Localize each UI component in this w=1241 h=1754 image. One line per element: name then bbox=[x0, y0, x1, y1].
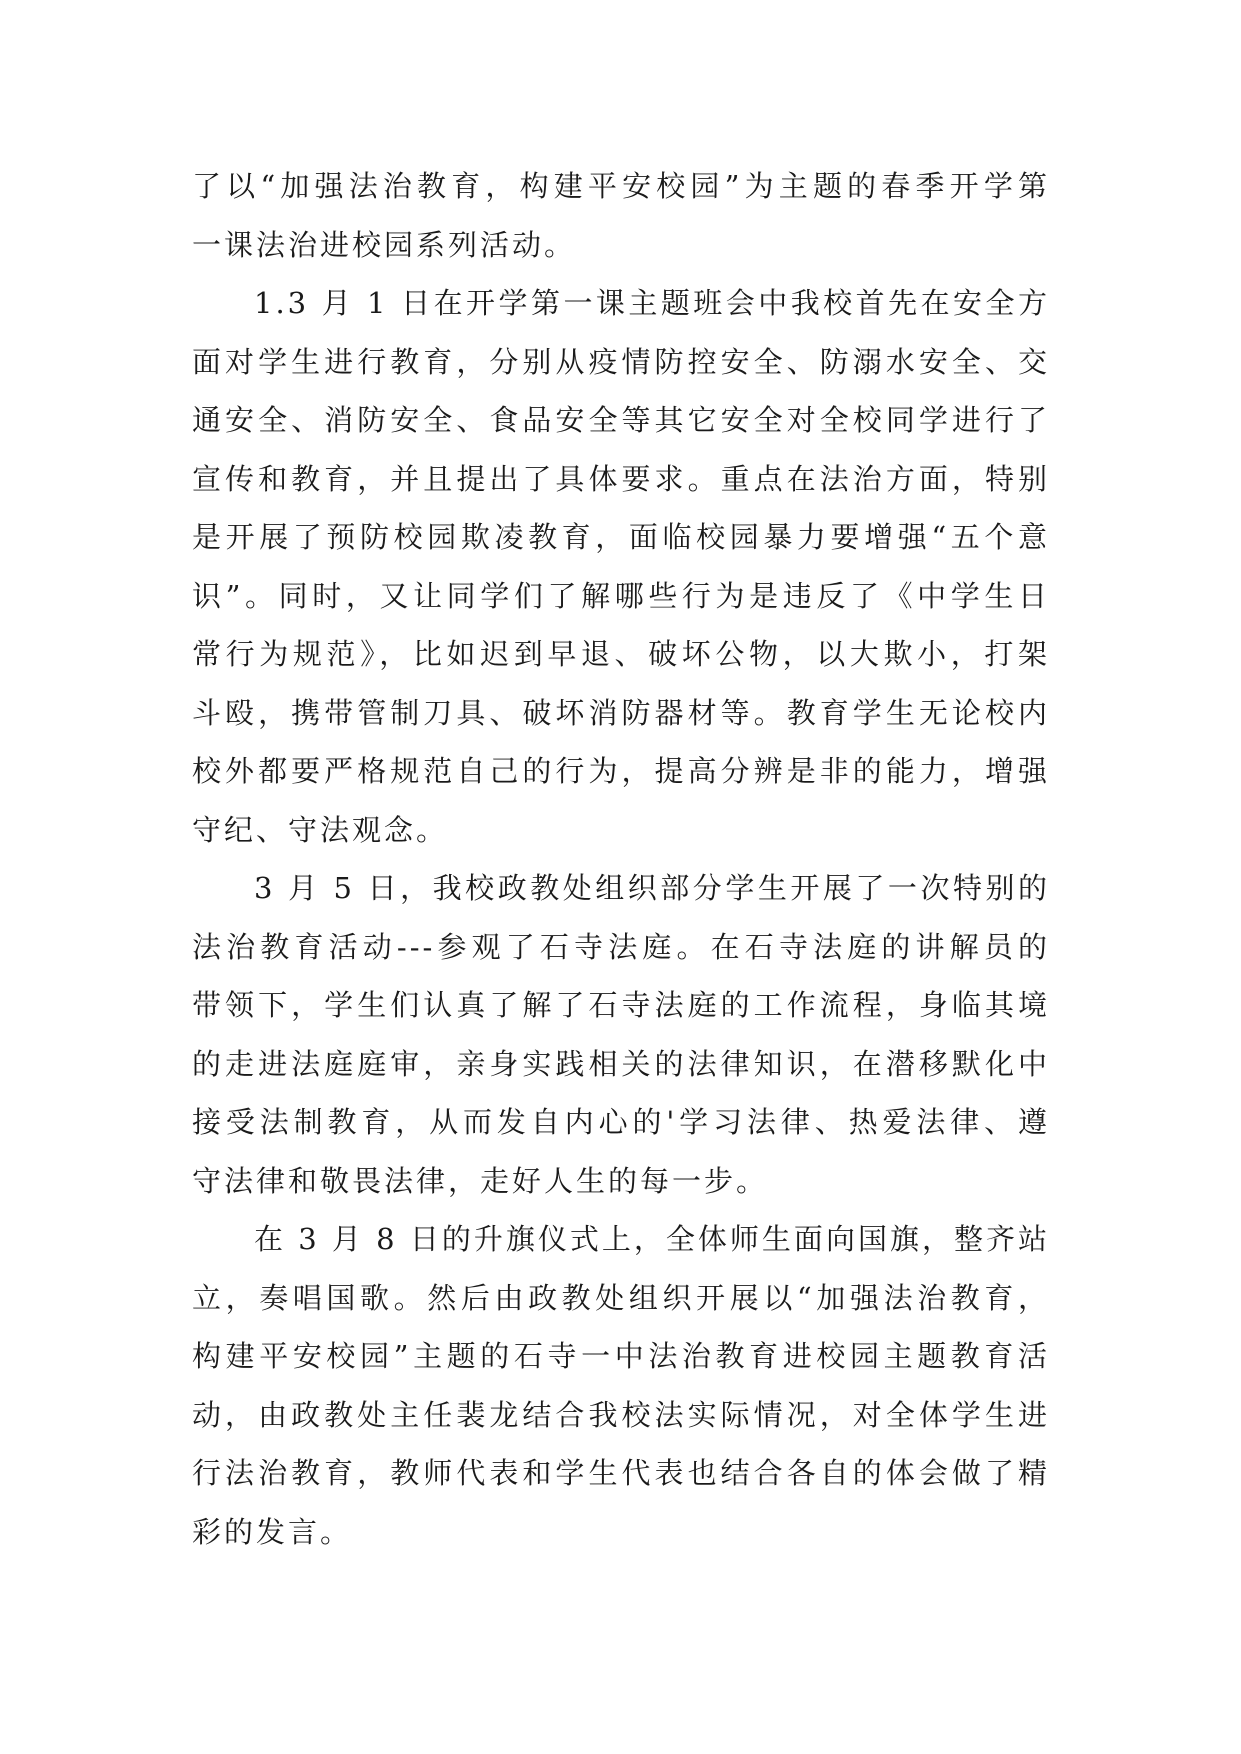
text-line: 法治教育活动---参观了石寺法庭。在石寺法庭的讲解员的 bbox=[192, 929, 1050, 964]
document-body bbox=[192, 157, 1050, 1561]
paragraph-2 bbox=[192, 274, 1050, 859]
text-line: 守法律和敬畏法律，走好人生的每一步。 bbox=[192, 1163, 769, 1198]
text-line: 常行为规范》，比如迟到早退、破坏公物，以大欺小，打架 bbox=[192, 637, 1050, 671]
text-line: 宣传和教育，并且提出了具体要求。重点在法治方面，特别 bbox=[192, 461, 1050, 496]
text-line: 通安全、消防安全、食品安全等其它安全对全校同学进行了 bbox=[192, 403, 1050, 437]
paragraph-1 bbox=[192, 157, 1050, 274]
text-line: 在 3 月 8 日的升旗仪式上，全体师生面向国旗，整齐站 bbox=[254, 1222, 1050, 1256]
text-line: 的走进法庭庭审，亲身实践相关的法律知识，在潜移默化中 bbox=[192, 1046, 1050, 1081]
text-line: 守纪、守法观念。 bbox=[192, 812, 449, 847]
text-line: 行法治教育，教师代表和学生代表也结合各自的体会做了精 bbox=[192, 1456, 1050, 1490]
text-line: 面对学生进行教育，分别从疫情防控安全、防溺水安全、交 bbox=[192, 344, 1050, 379]
text-line: 斗殴，携带管制刀具、破坏消防器材等。教育学生无论校内 bbox=[192, 695, 1050, 730]
text-line: 识”。同时，又让同学们了解哪些行为是违反了《中学生日 bbox=[192, 578, 1050, 613]
text-line: 彩的发言。 bbox=[192, 1514, 353, 1549]
text-line: 了以“加强法治教育，构建平安校园”为主题的春季开学第 bbox=[192, 169, 1050, 203]
text-line: 是开展了预防校园欺凌教育，面临校园暴力要增强“五个意 bbox=[192, 520, 1050, 554]
text-line: 构建平安校园”主题的石寺一中法治教育进校园主题教育活 bbox=[192, 1339, 1050, 1373]
text-line: 接受法制教育，从而发自内心的'学习法律、热爱法律、遵 bbox=[192, 1105, 1050, 1139]
text-line: 动，由政教处主任裴龙结合我校法实际情况，对全体学生进 bbox=[192, 1397, 1050, 1432]
text-line: 一课法治进校园系列活动。 bbox=[192, 227, 577, 262]
text-line: 3 月 5 日，我校政教处组织部分学生开展了一次特别的 bbox=[254, 871, 1050, 905]
text-line: 带领下，学生们认真了解了石寺法庭的工作流程，身临其境 bbox=[192, 988, 1050, 1022]
text-line: 立，奏唱国歌。然后由政教处组织开展以“加强法治教育， bbox=[192, 1280, 1050, 1315]
text-line: 1.3 月 1 日在开学第一课主题班会中我校首先在安全方 bbox=[254, 286, 1050, 320]
text-line: 校外都要严格规范自己的行为，提高分辨是非的能力，增强 bbox=[192, 754, 1050, 788]
paragraph-4 bbox=[192, 1210, 1050, 1561]
paragraph-3 bbox=[192, 859, 1050, 1210]
